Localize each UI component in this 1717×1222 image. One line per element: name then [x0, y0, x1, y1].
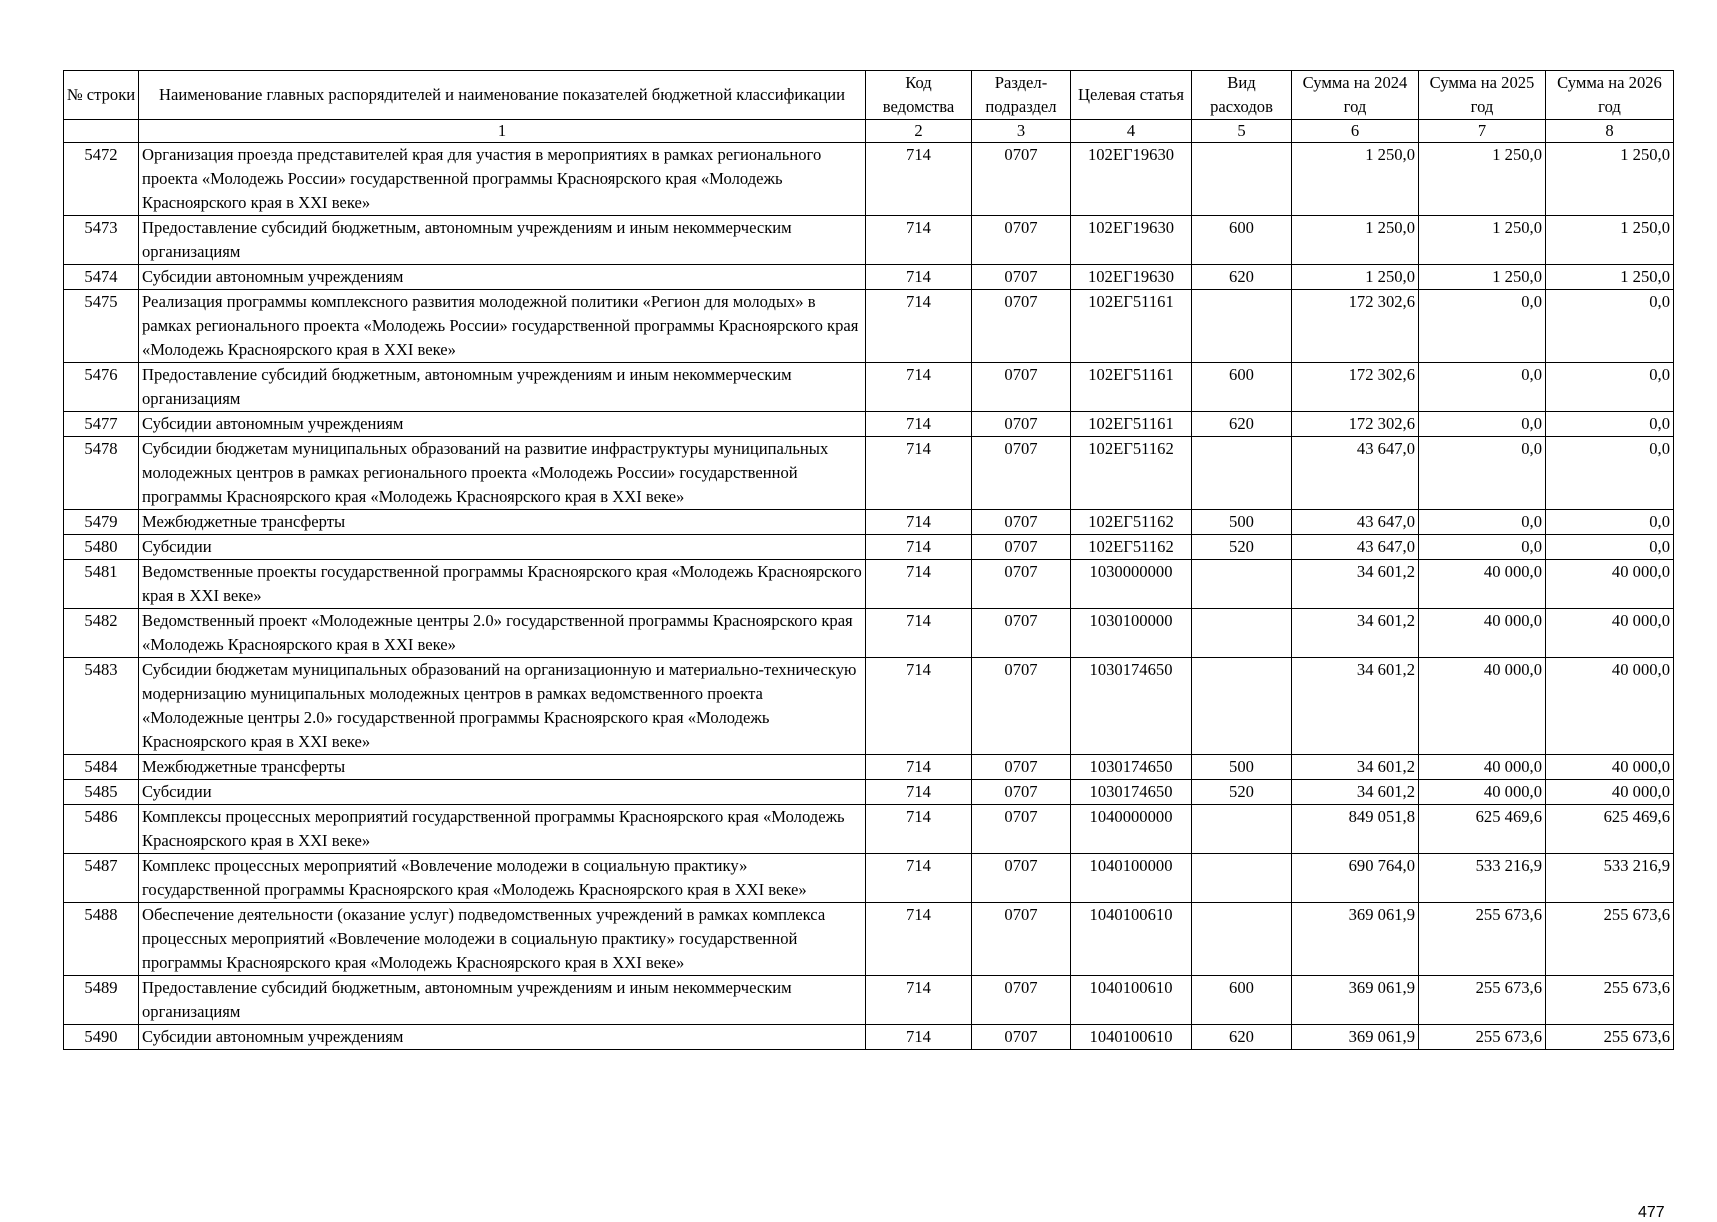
expense-type-cell: 600: [1192, 363, 1292, 412]
header-section: Раздел-подраздел: [972, 71, 1071, 120]
dept-code-cell: 714: [866, 143, 972, 216]
sum-2024-cell: 369 061,9: [1292, 976, 1419, 1025]
sum-2025-cell: 0,0: [1419, 290, 1546, 363]
header-sum-2026: Сумма на 2026 год: [1546, 71, 1674, 120]
dept-code-cell: 714: [866, 805, 972, 854]
row-name-cell: Субсидии: [139, 780, 866, 805]
target-item-cell: 1030174650: [1071, 755, 1192, 780]
row-name-cell: Организация проезда представителей края для участия в мероприятиях в рамках регионального проекта «Молодежь России» государственной программы Красноярского края «Молодежь Красноярского края в XXI веке»: [139, 143, 866, 216]
section-cell: 0707: [972, 510, 1071, 535]
section-cell: 0707: [972, 1025, 1071, 1050]
dept-code-cell: 714: [866, 560, 972, 609]
sum-2024-cell: 34 601,2: [1292, 560, 1419, 609]
target-item-cell: 102ЕГ19630: [1071, 216, 1192, 265]
column-number: 7: [1419, 120, 1546, 143]
table-row: [64, 510, 1674, 535]
sum-2024-cell: 43 647,0: [1292, 510, 1419, 535]
sum-2026-cell: 625 469,6: [1546, 805, 1674, 854]
sum-2025-cell: 40 000,0: [1419, 780, 1546, 805]
section-cell: 0707: [972, 805, 1071, 854]
column-number: 2: [866, 120, 972, 143]
section-cell: 0707: [972, 290, 1071, 363]
document-page: [63, 70, 1673, 1221]
row-name-cell: Предоставление субсидий бюджетным, автономным учреждениям и иным некоммерческим организациям: [139, 216, 866, 265]
row-name-cell: Реализация программы комплексного развития молодежной политики «Регион для молодых» в рамках регионального проекта «Молодежь России» государственной программы Красноярского края «Молодежь Красноярского края в XXI веке»: [139, 290, 866, 363]
sum-2024-cell: 34 601,2: [1292, 780, 1419, 805]
table-row: [64, 363, 1674, 412]
target-item-cell: 1040100610: [1071, 976, 1192, 1025]
row-name-cell: Комплексы процессных мероприятий государственной программы Красноярского края «Молодежь Красноярского края в XXI веке»: [139, 805, 866, 854]
dept-code-cell: 714: [866, 535, 972, 560]
target-item-cell: 1040000000: [1071, 805, 1192, 854]
expense-type-cell: [1192, 854, 1292, 903]
row-number-cell: 5473: [64, 216, 139, 265]
column-number: 1: [139, 120, 866, 143]
sum-2026-cell: 1 250,0: [1546, 265, 1674, 290]
expense-type-cell: [1192, 805, 1292, 854]
dept-code-cell: 714: [866, 976, 972, 1025]
dept-code-cell: 714: [866, 510, 972, 535]
sum-2024-cell: 34 601,2: [1292, 755, 1419, 780]
table-row: [64, 976, 1674, 1025]
sum-2024-cell: 1 250,0: [1292, 143, 1419, 216]
row-name-cell: Межбюджетные трансферты: [139, 755, 866, 780]
table-row: [64, 658, 1674, 755]
dept-code-cell: 714: [866, 854, 972, 903]
expense-type-cell: 520: [1192, 535, 1292, 560]
row-number-cell: 5488: [64, 903, 139, 976]
sum-2024-cell: 369 061,9: [1292, 903, 1419, 976]
sum-2025-cell: 255 673,6: [1419, 903, 1546, 976]
expense-type-cell: 620: [1192, 1025, 1292, 1050]
sum-2026-cell: 40 000,0: [1546, 609, 1674, 658]
row-name-cell: Субсидии: [139, 535, 866, 560]
sum-2025-cell: 40 000,0: [1419, 658, 1546, 755]
section-cell: 0707: [972, 143, 1071, 216]
target-item-cell: 102ЕГ51161: [1071, 363, 1192, 412]
budget-table: [63, 70, 1674, 1050]
row-name-cell: Обеспечение деятельности (оказание услуг) подведомственных учреждений в рамках комплекса процессных мероприятий «Вовлечение молодежи в социальную практику» государственной программы Красноярского края «Молодежь Красноярского края в XXI веке»: [139, 903, 866, 976]
row-number-cell: 5481: [64, 560, 139, 609]
sum-2024-cell: 1 250,0: [1292, 265, 1419, 290]
row-number-cell: 5482: [64, 609, 139, 658]
row-number-cell: 5480: [64, 535, 139, 560]
table-row: [64, 780, 1674, 805]
expense-type-cell: 500: [1192, 510, 1292, 535]
sum-2025-cell: 1 250,0: [1419, 143, 1546, 216]
table-row: [64, 216, 1674, 265]
header-expense-type: Вид расходов: [1192, 71, 1292, 120]
row-number-cell: 5490: [64, 1025, 139, 1050]
sum-2026-cell: 0,0: [1546, 363, 1674, 412]
row-number-cell: 5483: [64, 658, 139, 755]
sum-2025-cell: 0,0: [1419, 363, 1546, 412]
section-cell: 0707: [972, 854, 1071, 903]
row-number-cell: 5478: [64, 437, 139, 510]
dept-code-cell: 714: [866, 363, 972, 412]
expense-type-cell: 520: [1192, 780, 1292, 805]
sum-2026-cell: 1 250,0: [1546, 216, 1674, 265]
target-item-cell: 102ЕГ19630: [1071, 143, 1192, 216]
section-cell: 0707: [972, 976, 1071, 1025]
target-item-cell: 102ЕГ51162: [1071, 510, 1192, 535]
sum-2026-cell: 40 000,0: [1546, 560, 1674, 609]
sum-2025-cell: 40 000,0: [1419, 560, 1546, 609]
section-cell: 0707: [972, 903, 1071, 976]
sum-2025-cell: 625 469,6: [1419, 805, 1546, 854]
sum-2024-cell: 34 601,2: [1292, 658, 1419, 755]
sum-2025-cell: 1 250,0: [1419, 216, 1546, 265]
sum-2024-cell: 43 647,0: [1292, 437, 1419, 510]
target-item-cell: 102ЕГ51161: [1071, 412, 1192, 437]
sum-2026-cell: 533 216,9: [1546, 854, 1674, 903]
sum-2024-cell: 849 051,8: [1292, 805, 1419, 854]
target-item-cell: 1030100000: [1071, 609, 1192, 658]
column-number: 3: [972, 120, 1071, 143]
dept-code-cell: 714: [866, 437, 972, 510]
table-row: [64, 1025, 1674, 1050]
sum-2025-cell: 40 000,0: [1419, 609, 1546, 658]
row-name-cell: Субсидии бюджетам муниципальных образований на организационную и материально-техническую модернизацию муниципальных молодежных центров в рамках ведомственного проекта «Молодежные центры 2.0» государственной программы Красноярского края «Молодежь Красноярского края в XXI веке»: [139, 658, 866, 755]
table-row: [64, 854, 1674, 903]
target-item-cell: 1040100610: [1071, 903, 1192, 976]
section-cell: 0707: [972, 609, 1071, 658]
row-number-cell: 5475: [64, 290, 139, 363]
row-name-cell: Ведомственный проект «Молодежные центры 2.0» государственной программы Красноярского края «Молодежь Красноярского края в XXI веке»: [139, 609, 866, 658]
sum-2025-cell: 40 000,0: [1419, 755, 1546, 780]
target-item-cell: 102ЕГ51161: [1071, 290, 1192, 363]
row-name-cell: Ведомственные проекты государственной программы Красноярского края «Молодежь Красноярского края в XXI веке»: [139, 560, 866, 609]
sum-2025-cell: 255 673,6: [1419, 1025, 1546, 1050]
target-item-cell: 1040100610: [1071, 1025, 1192, 1050]
expense-type-cell: 620: [1192, 265, 1292, 290]
target-item-cell: 102ЕГ51162: [1071, 437, 1192, 510]
sum-2024-cell: 43 647,0: [1292, 535, 1419, 560]
sum-2026-cell: 0,0: [1546, 510, 1674, 535]
column-number: 5: [1192, 120, 1292, 143]
row-number-cell: 5489: [64, 976, 139, 1025]
section-cell: 0707: [972, 560, 1071, 609]
row-name-cell: Предоставление субсидий бюджетным, автономным учреждениям и иным некоммерческим организациям: [139, 363, 866, 412]
column-number: 6: [1292, 120, 1419, 143]
header-name: Наименование главных распорядителей и наименование показателей бюджетной классификации: [139, 71, 866, 120]
expense-type-cell: [1192, 290, 1292, 363]
section-cell: 0707: [972, 412, 1071, 437]
row-name-cell: Комплекс процессных мероприятий «Вовлечение молодежи в социальную практику» государственной программы Красноярского края «Молодежь Красноярского края в XXI веке»: [139, 854, 866, 903]
table-row: [64, 609, 1674, 658]
sum-2024-cell: 1 250,0: [1292, 216, 1419, 265]
dept-code-cell: 714: [866, 609, 972, 658]
target-item-cell: 1040100000: [1071, 854, 1192, 903]
sum-2026-cell: 255 673,6: [1546, 1025, 1674, 1050]
page-number: 477: [1638, 1204, 1665, 1221]
dept-code-cell: 714: [866, 1025, 972, 1050]
table-header-row: [64, 71, 1674, 120]
sum-2024-cell: 172 302,6: [1292, 412, 1419, 437]
table-body: [64, 143, 1674, 1050]
dept-code-cell: 714: [866, 216, 972, 265]
section-cell: 0707: [972, 658, 1071, 755]
sum-2026-cell: 40 000,0: [1546, 658, 1674, 755]
header-sum-2025: Сумма на 2025 год: [1419, 71, 1546, 120]
table-row: [64, 535, 1674, 560]
row-number-cell: 5485: [64, 780, 139, 805]
expense-type-cell: 600: [1192, 976, 1292, 1025]
table-row: [64, 560, 1674, 609]
sum-2026-cell: 255 673,6: [1546, 903, 1674, 976]
expense-type-cell: 600: [1192, 216, 1292, 265]
expense-type-cell: 500: [1192, 755, 1292, 780]
sum-2026-cell: 0,0: [1546, 290, 1674, 363]
row-number-cell: 5472: [64, 143, 139, 216]
column-number: 4: [1071, 120, 1192, 143]
row-number-cell: 5474: [64, 265, 139, 290]
sum-2025-cell: 255 673,6: [1419, 976, 1546, 1025]
section-cell: 0707: [972, 216, 1071, 265]
dept-code-cell: 714: [866, 755, 972, 780]
dept-code-cell: 714: [866, 290, 972, 363]
sum-2026-cell: 255 673,6: [1546, 976, 1674, 1025]
row-number-cell: 5487: [64, 854, 139, 903]
sum-2024-cell: 172 302,6: [1292, 290, 1419, 363]
target-item-cell: 102ЕГ19630: [1071, 265, 1192, 290]
table-row: [64, 265, 1674, 290]
row-name-cell: Субсидии автономным учреждениям: [139, 265, 866, 290]
header-dept-code: Код ведомства: [866, 71, 972, 120]
section-cell: 0707: [972, 265, 1071, 290]
table-row: [64, 755, 1674, 780]
row-name-cell: Предоставление субсидий бюджетным, автономным учреждениям и иным некоммерческим организациям: [139, 976, 866, 1025]
sum-2024-cell: 369 061,9: [1292, 1025, 1419, 1050]
dept-code-cell: 714: [866, 658, 972, 755]
expense-type-cell: [1192, 903, 1292, 976]
target-item-cell: 1030174650: [1071, 658, 1192, 755]
header-row-number: № строки: [64, 71, 139, 120]
sum-2026-cell: 40 000,0: [1546, 780, 1674, 805]
dept-code-cell: 714: [866, 265, 972, 290]
sum-2025-cell: 0,0: [1419, 437, 1546, 510]
section-cell: 0707: [972, 363, 1071, 412]
table-row: [64, 412, 1674, 437]
row-number-cell: 5484: [64, 755, 139, 780]
column-numbers-row: [64, 120, 1674, 143]
expense-type-cell: [1192, 437, 1292, 510]
column-number: 8: [1546, 120, 1674, 143]
expense-type-cell: [1192, 609, 1292, 658]
table-row: [64, 437, 1674, 510]
sum-2026-cell: 1 250,0: [1546, 143, 1674, 216]
row-number-cell: 5486: [64, 805, 139, 854]
sum-2025-cell: 1 250,0: [1419, 265, 1546, 290]
sum-2024-cell: 172 302,6: [1292, 363, 1419, 412]
row-name-cell: Межбюджетные трансферты: [139, 510, 866, 535]
row-name-cell: Субсидии бюджетам муниципальных образований на развитие инфраструктуры муниципальных молодежных центров в рамках регионального проекта «Молодежь России» государственной программы Красноярского края «Молодежь Красноярского края в XXI веке»: [139, 437, 866, 510]
section-cell: 0707: [972, 780, 1071, 805]
section-cell: 0707: [972, 755, 1071, 780]
expense-type-cell: [1192, 143, 1292, 216]
table-row: [64, 903, 1674, 976]
column-number: [64, 120, 139, 143]
target-item-cell: 1030174650: [1071, 780, 1192, 805]
target-item-cell: 1030000000: [1071, 560, 1192, 609]
row-name-cell: Субсидии автономным учреждениям: [139, 1025, 866, 1050]
expense-type-cell: [1192, 560, 1292, 609]
sum-2026-cell: 40 000,0: [1546, 755, 1674, 780]
sum-2025-cell: 0,0: [1419, 510, 1546, 535]
sum-2026-cell: 0,0: [1546, 437, 1674, 510]
row-name-cell: Субсидии автономным учреждениям: [139, 412, 866, 437]
table-row: [64, 143, 1674, 216]
target-item-cell: 102ЕГ51162: [1071, 535, 1192, 560]
row-number-cell: 5477: [64, 412, 139, 437]
dept-code-cell: 714: [866, 412, 972, 437]
sum-2025-cell: 0,0: [1419, 535, 1546, 560]
sum-2025-cell: 0,0: [1419, 412, 1546, 437]
header-sum-2024: Сумма на 2024 год: [1292, 71, 1419, 120]
expense-type-cell: 620: [1192, 412, 1292, 437]
header-target-item: Целевая статья: [1071, 71, 1192, 120]
section-cell: 0707: [972, 535, 1071, 560]
table-row: [64, 290, 1674, 363]
dept-code-cell: 714: [866, 780, 972, 805]
section-cell: 0707: [972, 437, 1071, 510]
sum-2024-cell: 690 764,0: [1292, 854, 1419, 903]
row-number-cell: 5479: [64, 510, 139, 535]
dept-code-cell: 714: [866, 903, 972, 976]
expense-type-cell: [1192, 658, 1292, 755]
table-row: [64, 805, 1674, 854]
sum-2024-cell: 34 601,2: [1292, 609, 1419, 658]
sum-2026-cell: 0,0: [1546, 535, 1674, 560]
sum-2025-cell: 533 216,9: [1419, 854, 1546, 903]
sum-2026-cell: 0,0: [1546, 412, 1674, 437]
row-number-cell: 5476: [64, 363, 139, 412]
